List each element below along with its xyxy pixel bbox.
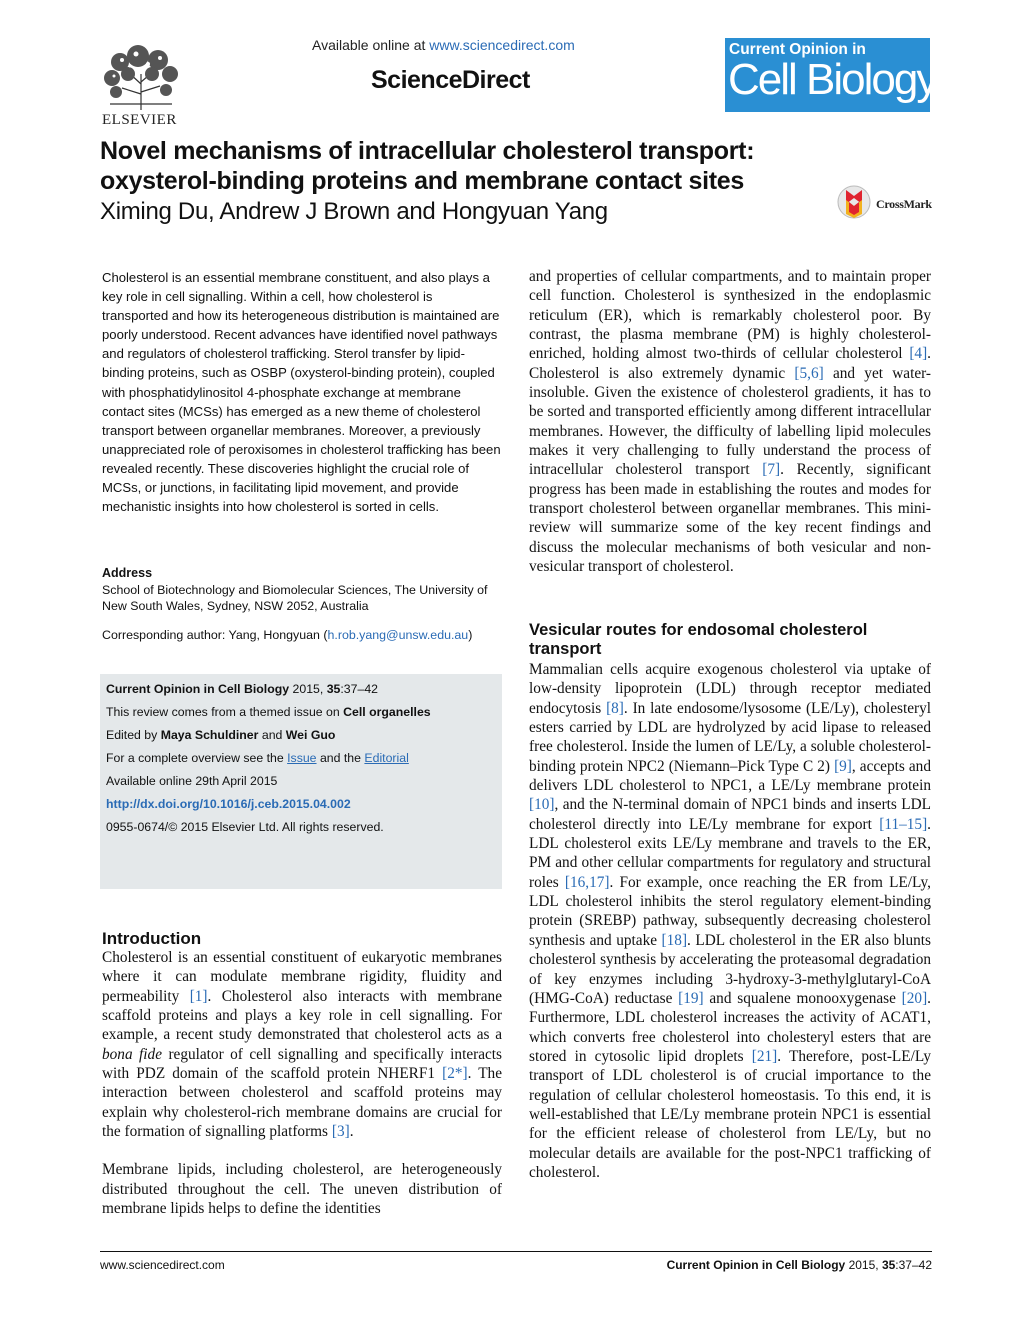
crossmark-label: CrossMark <box>876 197 932 211</box>
corresponding-prefix: Corresponding author: Yang, Hongyuan ( <box>102 628 328 642</box>
elsevier-logo <box>100 44 182 128</box>
infobox-volume: 35 <box>326 682 341 696</box>
introduction-paragraph-1 <box>102 948 502 1141</box>
infobox-overview <box>106 751 409 765</box>
body-text: Mammalian cells acquire exogenous cholesterol via uptake of low-density lipoprotein (LDL) through receptor mediated endocytosis <box>529 661 931 717</box>
infobox-theme <box>106 705 431 719</box>
intro-text: regulator of cell signalling and specifically interacts with PDZ domain of the scaffold protein NHERF1 <box>102 1045 502 1083</box>
infobox-copyright: 0955-0674/© 2015 Elsevier Ltd. All rights reserved. <box>106 820 384 834</box>
citation-link[interactable]: [4] <box>909 345 928 363</box>
journal-logo <box>725 38 937 112</box>
infobox-theme-prefix: This review comes from a themed issue on <box>106 705 344 719</box>
editorial-link[interactable]: Editorial <box>364 751 409 765</box>
infobox-editor2: Wei Guo <box>285 728 336 742</box>
available-online-prefix: Available online at <box>312 37 430 53</box>
body-text: and yet water-insoluble. Given the existence of cholesterol gradients, it has to be sorted and transported efficiently among different intracellular membranes. However, the difficulty of labelling lipid molecules makes it very challenging to fully understand the process of intracellular cholesterol transport <box>529 364 931 479</box>
citation-link[interactable]: [20] <box>901 989 928 1007</box>
infobox-edited-prefix: Edited by <box>106 728 161 742</box>
journal-logo-line2: Cell Biology <box>728 55 937 104</box>
corresponding-email-link[interactable]: h.rob.yang@unsw.edu.au <box>327 628 469 642</box>
infobox-editor1: Maya Schuldiner <box>160 728 259 742</box>
infobox-pages: :37–42 <box>340 682 379 696</box>
introduction-heading: Introduction <box>102 929 202 948</box>
crossmark-badge[interactable] <box>836 184 936 220</box>
infobox-overview-and: and the <box>316 751 365 765</box>
body-text: , and the N-terminal domain of NPC1 binds and inserts LDL cholesterol directly into LE/Ly membrane for export <box>529 796 931 833</box>
body-text: . LDL cholesterol exits LE/Ly membrane and travels to the ER, PM and other cellular compartments for regulatory and structural roles <box>529 815 931 891</box>
citation-link[interactable]: [18] <box>661 931 688 949</box>
citation-link[interactable]: [16,17] <box>564 873 610 891</box>
footer-journal: Current Opinion in Cell Biology <box>666 1258 846 1272</box>
infobox-theme-name: Cell organelles <box>343 705 431 719</box>
intro-text: . The interaction between cholesterol and scaffold proteins may explain why cholesterol-rich membrane domains are crucial for the formation of signalling platforms <box>102 1065 502 1141</box>
infobox-edited-and: and <box>258 728 286 742</box>
footer-pages: :37–42 <box>895 1258 932 1272</box>
citation-link[interactable]: [11–15] <box>879 815 928 833</box>
body-text: . Recently, significant progress has been made in establishing the routes and modes for transport cholesterol between organellar membranes. This mini-review will summarize some of the key recent findings and discuss the molecular mechanisms of both vesicular and non-vesicular transport of cholesterol. <box>529 461 931 576</box>
elsevier-wordmark: ELSEVIER <box>102 112 177 128</box>
introduction-paragraph-2: Membrane lipids, including cholesterol, are heterogeneously distributed throughout the cell. The uneven distribution of membrane lipids helps to define the identities <box>102 1161 502 1218</box>
infobox-editors <box>106 728 335 742</box>
infobox-citation <box>106 682 378 696</box>
body-text: . For example, once reaching the ER from LE/Ly, LDL cholesterol inhibits the sterol regulatory element-binding protein (SREBP) pathway, subsequently decreasing cholesterol synthesis and uptake <box>529 873 931 949</box>
citation-link[interactable]: [2*] <box>442 1065 468 1083</box>
body-text: and squalene monooxygenase <box>703 989 902 1007</box>
citation-link[interactable]: [3] <box>331 1123 350 1141</box>
footer-year: 2015, <box>845 1258 882 1272</box>
article-authors: Ximing Du, Andrew J Brown and Hongyuan Yang <box>100 198 608 225</box>
introduction-body <box>102 948 502 1218</box>
citation-link[interactable]: [10] <box>529 796 555 814</box>
citation-link[interactable]: [21] <box>751 1047 778 1065</box>
vesicular-heading: Vesicular routes for endosomal cholesterol transport <box>529 621 868 658</box>
issue-link[interactable]: Issue <box>287 751 317 765</box>
body-text: . Therefore, post-LE/Ly transport of LDL cholesterol is of crucial importance to the regulation of cellular cholesterol homeostasis. To this end, it is well-established that LE/Ly membrane protein NPC1 is essential for the efficient release of cholesterol from LE/Ly, but no molecular details are available for the post-NPC1 trafficking of cholesterol. <box>529 1047 931 1181</box>
right-column-continuation <box>529 267 931 577</box>
citation-link[interactable]: [7] <box>762 461 781 479</box>
body-text: . LDL cholesterol in the ER also blunts cholesterol synthesis by accelerating the proteasomal degradation of key enzymes including 3-hydroxy-3-methylglutaryl-CoA (HMG-CoA) reductase <box>529 931 932 1007</box>
footer-url[interactable]: www.sciencedirect.com <box>100 1258 225 1272</box>
intro-italic: bona fide <box>102 1045 162 1063</box>
elsevier-tree-icon <box>100 44 182 112</box>
infobox-overview-prefix: For a complete overview see the <box>106 751 288 765</box>
corresponding-suffix: ) <box>468 628 473 642</box>
body-text: , accepts and delivers LDL cholesterol to NPC1, a LE/Ly membrane protein <box>529 757 931 795</box>
corresponding-author <box>102 628 502 642</box>
footer-citation <box>667 1258 932 1272</box>
doi-link[interactable]: http://dx.doi.org/10.1016/j.ceb.2015.04.002 <box>106 797 351 811</box>
vesicular-body <box>529 660 931 1182</box>
infobox-year: 2015, <box>289 682 327 696</box>
infobox-journal: Current Opinion in Cell Biology <box>106 682 290 696</box>
sciencedirect-link[interactable]: www.sciencedirect.com <box>429 37 575 53</box>
journal-logo-line1: Current Opinion in <box>729 41 866 58</box>
body-text: . Furthermore, LDL cholesterol increases the activity of ACAT1, which converts free cholesterol into cholesteryl esters that are stored in cytosolic lipid droplets <box>529 989 931 1065</box>
article-title: Novel mechanisms of intracellular cholesterol transport: oxysterol-binding proteins and membrane contact sites <box>100 137 755 195</box>
body-text: . Cholesterol is also extremely dynamic <box>529 345 931 382</box>
body-text: . In late endosome/lysosome (LE/Ly), cholesteryl esters carried by LDL are hydrolyzed by acid lipase to released free cholesterol. Inside the lumen of LE/Ly, a soluble cholesterol-binding protein NPC2 (Niemann–Pick Type C 2) <box>529 699 931 775</box>
citation-link[interactable]: [5,6] <box>794 364 824 382</box>
infobox-available: Available online 29th April 2015 <box>106 774 278 788</box>
intro-text: Cholesterol is an essential constituent of eukaryotic membranes where it can modulate membrane rigidity, fluidity and permeability <box>102 949 502 1005</box>
sciencedirect-logo: ScienceDirect <box>371 66 530 94</box>
footer-volume: 35 <box>881 1258 896 1272</box>
footer-divider <box>100 1251 932 1252</box>
crossmark-icon <box>836 184 872 220</box>
article-info-box <box>100 674 502 889</box>
citation-link[interactable]: [9] <box>834 757 852 775</box>
address-label: Address <box>102 566 153 580</box>
body-text: and properties of cellular compartments, and to maintain proper cell function. Cholesterol is synthesized in the endoplasmic reticulum (ER), which is remarkably cholesterol poor. By contrast, the plasma membrane (PM) is highly cholesterol-enriched, holding almost two-thirds of cellular cholesterol <box>529 268 931 363</box>
available-online <box>312 37 575 53</box>
citation-link[interactable]: [1] <box>189 987 208 1005</box>
intro-text: . Cholesterol also interacts with membrane scaffold proteins and plays a key role in cell signalling. For example, a recent study demonstrated that cholesterol acts as a <box>102 987 502 1044</box>
address-text: School of Biotechnology and Biomolecular Sciences, The University of New South Wales, Sydney, NSW 2052, Australia <box>102 583 488 613</box>
abstract: Cholesterol is an essential membrane constituent, and also plays a key role in cell signalling. Within a cell, how cholesterol is transported and how its heterogeneous distribution is maintained are poorly understood. Recent advances have identified novel pathways and regulators of cholesterol trafficking. Sterol transfer by lipid-binding proteins, such as OSBP (oxysterol-binding protein), coupled with phosphatidylinositol 4-phosphate exchange at membrane contact sites (MCSs) has emerged as a new theme of cholesterol transport between organellar membranes. Moreover, a previously unappreciated role of peroxisomes in cholesterol trafficking has been revealed recently. These discoveries highlight the crucial role of MCSs, or junctions, in facilitating lipid movement, and provide mechanistic insights into how cholesterol is sorted in cells. <box>102 270 501 515</box>
citation-link[interactable]: [19] <box>678 989 704 1007</box>
intro-text: . <box>349 1123 354 1141</box>
citation-link[interactable]: [8] <box>606 699 624 717</box>
